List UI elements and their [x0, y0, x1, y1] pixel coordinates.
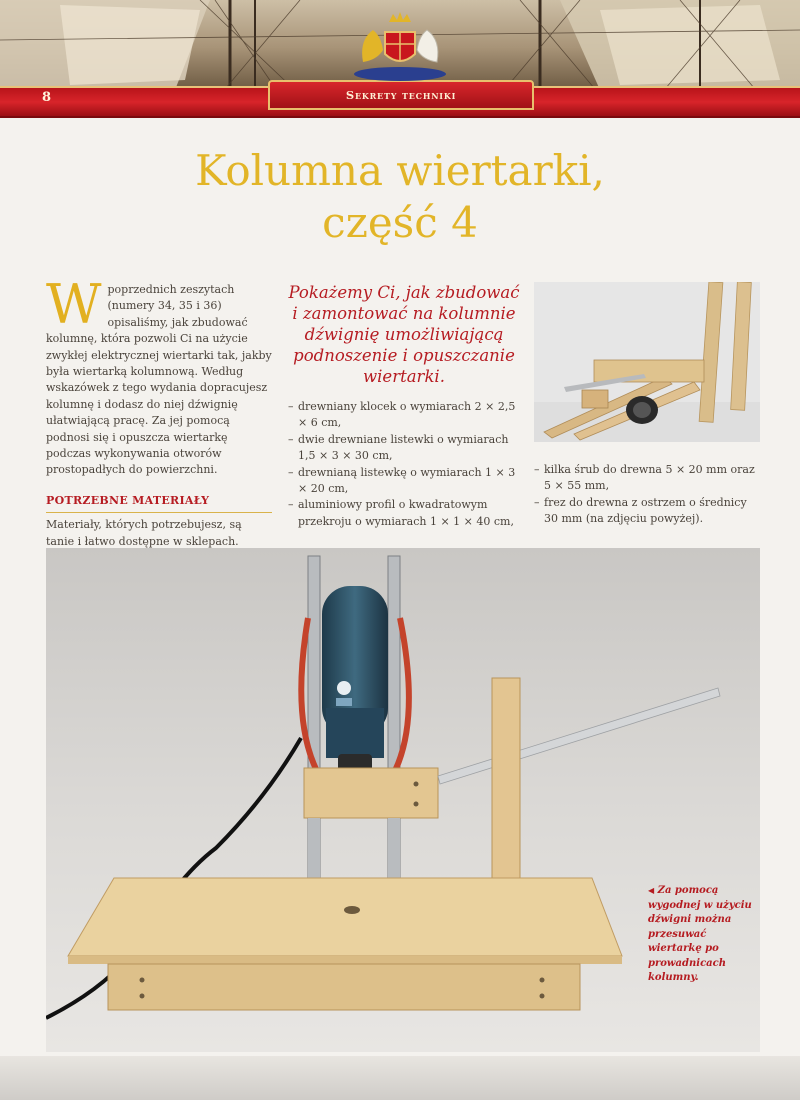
- list-item: – drewniany klocek o wymiarach 2 × 2,5 × 6 cm,: [288, 399, 520, 432]
- materials-list-2: [534, 462, 764, 528]
- page-title: [0, 145, 800, 249]
- list-item: – aluminiowy profil o kwadratowym przekroju o wymiarach 1 × 1 × 40 cm,: [288, 497, 520, 530]
- drop-cap: W: [46, 273, 102, 336]
- intro-paragraph: poprzednich zeszytach (numery 34, 35 i 36) opisaliśmy, jak zbudować kolumnę, która pozwoli Ci na użycie zwykłej elektrycznej wiertarki tak, jakby była wiertarką kolumnową. Według wskazówek z tego wydania dopracujesz kolumnę i dodasz do niej dźwignię ułatwiającą pracę. Za jej pomocą podnosi się i opuszcza wiertarkę podczas wykonywania otworów prostopadłych do powierzchni.: [46, 283, 272, 477]
- list-item: – dwie drewniane listewki o wymiarach 1,5 × 3 × 30 cm,: [288, 432, 520, 465]
- lead-paragraph: Pokażemy Ci, jak zbudować i zamontować na kolumnie dźwignię umożliwiającą podnoszenie i opuszczanie wiertarki.: [288, 283, 520, 386]
- intro-column: [46, 273, 272, 567]
- materials-column-3: [534, 462, 764, 528]
- list-item: – drewnianą listewkę o wymiarach 1 × 3 × 20 cm,: [288, 465, 520, 498]
- materials-list-1: [288, 399, 520, 530]
- lead-column: [288, 282, 520, 530]
- materials-heading: POTRZEBNE MATERIAŁY: [46, 493, 272, 513]
- list-item: – frez do drewna z ostrzem o średnicy 30 mm (na zdjęciu powyżej).: [534, 495, 764, 528]
- page-footer-band: [0, 1056, 800, 1100]
- caption-text: Za pomocą wygodnej w użyciu dźwigni można przesuwać wiertarkę po prowadnicach kolumny.: [648, 885, 752, 983]
- title-line-2: część 4: [322, 198, 478, 247]
- list-item: – kilka śrub do drewna 5 × 20 mm oraz 5 × 55 mm,: [534, 462, 764, 495]
- royal-crest-icon: [345, 10, 455, 82]
- section-title: Sekrety techniki: [345, 88, 457, 102]
- photo-caption: [648, 883, 760, 986]
- materials-photo: [534, 282, 760, 442]
- caption-arrow-icon: ◀: [648, 885, 655, 895]
- page-number: 8: [42, 90, 52, 105]
- title-line-1: Kolumna wiertarki,: [195, 146, 605, 195]
- materials-paragraph: Materiały, których potrzebujesz, są tanie i łatwo dostępne w sklepach.: [46, 518, 242, 548]
- section-tab: [268, 80, 534, 110]
- page-header: [0, 0, 800, 118]
